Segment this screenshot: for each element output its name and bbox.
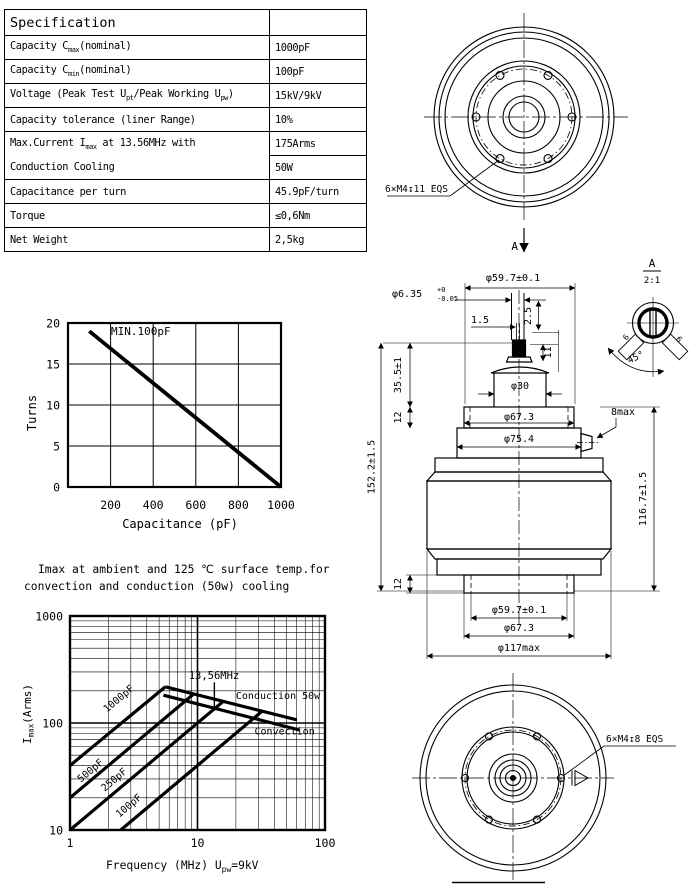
y-tick-label: 10	[49, 823, 63, 838]
spec-value: ≤0,6Nm	[270, 204, 367, 228]
spec-row	[5, 180, 367, 204]
spec-label: Max.Current $I_{max}$ at 13.56MHz with	[5, 132, 270, 156]
dim-shaft-tol-upper: +0	[437, 286, 446, 294]
dim-2-5: 2.5	[523, 306, 534, 326]
x-tick-label: 400	[142, 498, 164, 512]
shaft-knurl	[513, 340, 526, 357]
detail-a-inset	[608, 257, 688, 377]
dim-12-lower: 12	[393, 577, 404, 591]
y-tick-label: 1000	[35, 609, 63, 624]
dim-12-upper: 12	[393, 411, 404, 424]
dim-35-5: 35.5±1	[393, 356, 404, 394]
dim-top-diameter: φ59.7±0.1	[485, 273, 541, 284]
dim-phi59-lower: φ59.7±0.1	[491, 605, 547, 616]
spec-table	[4, 9, 367, 252]
detail-six-left: 6	[621, 332, 632, 343]
chart2-title-line1: Imax at ambient and 125 ℃ surface temp.for	[38, 563, 330, 576]
x-tick-label: 10	[190, 836, 205, 850]
spec-label: Capacitance per turn	[5, 180, 270, 204]
y-tick-label: 15	[46, 357, 60, 372]
series-turns-vs-capacitance	[89, 331, 281, 487]
curve-label: 1000pF	[101, 683, 137, 716]
spec-value: 10%	[270, 108, 367, 132]
side-view-dimensions	[377, 283, 660, 659]
bottom-view-body	[412, 673, 676, 883]
curve-label: 500pF	[75, 757, 106, 786]
spec-label: Conduction Cooling	[5, 156, 270, 180]
side-view-dimension-texts	[367, 273, 650, 654]
spec-value: 1000pF	[270, 36, 367, 60]
spec-value: 2,5kg	[270, 228, 367, 252]
chart1-y-axis-label: Turns	[25, 394, 39, 432]
chart2-title-line2: convection and conduction (50w) cooling	[24, 580, 290, 593]
spec-label: Capacity tolerance (liner Range)	[5, 108, 270, 132]
dome-top	[491, 367, 549, 373]
x-tick-label: 100	[314, 836, 336, 850]
series-500pF	[70, 694, 193, 798]
chart1-plot	[46, 317, 295, 513]
capacitor-body-outline	[427, 290, 611, 625]
x-tick-label: 1	[66, 836, 74, 850]
x-tick-label: 200	[100, 498, 121, 512]
dim-phi67-upper: φ67.3	[503, 412, 535, 423]
curve-label: 250pF	[99, 766, 130, 795]
bottom-thread-note: 6×M4↧8 EQS	[606, 734, 664, 745]
chart2-frequency-marker-label: 13,56MHz	[188, 670, 240, 682]
bottom-view-drawing	[380, 668, 700, 885]
thread-note-leader	[563, 746, 676, 776]
spec-value: 100pF	[270, 60, 367, 84]
dim-shaft-tol-lower: -0.05	[437, 295, 459, 303]
y-tick-label: 20	[46, 316, 60, 331]
spec-value: 45.9pF/turn	[270, 180, 367, 204]
side-view-drawing	[365, 248, 700, 672]
x-tick-label: 1000	[267, 498, 295, 512]
dim-phi67-lower: φ67.3	[503, 623, 535, 634]
detail-scale: 2:1	[643, 276, 661, 286]
detail-angle: 45°	[625, 349, 647, 367]
dim-shaft-diameter: φ6.35	[392, 289, 423, 300]
chart1-x-axis-label: Capacitance (pF)	[122, 517, 238, 531]
spec-row	[5, 60, 367, 84]
spec-row	[5, 204, 367, 228]
imax-frequency-chart	[5, 552, 360, 885]
dim-116-7: 116.7±1.5	[638, 471, 649, 527]
spec-row	[5, 84, 367, 108]
chart1-annotation: MIN.100pF	[111, 325, 171, 338]
chart2-y-axis-label: $I_{max}(Arms)$	[21, 684, 36, 744]
section-letter: A	[511, 240, 518, 253]
spec-row	[5, 36, 367, 60]
chart2-x-axis-label: Frequency (MHz) $U_{pw}=9kV$	[106, 859, 259, 874]
spec-table-body	[5, 10, 367, 252]
y-tick-label: 0	[53, 480, 60, 495]
dim-phi30: φ30	[510, 381, 530, 392]
top-thread-note: 6×M4↧11 EQS	[385, 184, 448, 195]
detail-label: A	[648, 257, 656, 270]
detail-six-right: 6	[673, 334, 684, 345]
spec-row	[5, 108, 367, 132]
dim-slot-width: 1.5	[471, 315, 490, 326]
x-tick-label: 600	[185, 498, 207, 512]
spec-row	[5, 228, 367, 252]
spec-value	[270, 10, 367, 36]
y-tick-label: 100	[42, 716, 63, 731]
curve-label: Convection	[254, 726, 315, 738]
dim-11: 11	[543, 346, 554, 359]
spec-table-grid	[4, 9, 367, 252]
spec-value: 15kV/9kV	[270, 84, 367, 108]
spec-row	[5, 156, 367, 180]
spec-header-row	[5, 10, 367, 36]
y-tick-label: 10	[46, 398, 60, 413]
spec-label: Capacity $C_{max}(nominal)$	[5, 36, 270, 60]
spec-value: 175Arms	[270, 132, 367, 156]
spec-label: Torque	[5, 204, 270, 228]
curve-label: 100pF	[114, 792, 145, 821]
dim-8max: 8max	[611, 407, 636, 418]
dim-phi75: φ75.4	[503, 434, 535, 445]
x-tick-label: 800	[228, 498, 249, 512]
spec-label: Specification	[5, 10, 270, 36]
y-tick-label: 5	[53, 439, 60, 454]
chart2-plot	[35, 610, 335, 851]
turns-capacitance-chart	[0, 300, 340, 550]
dim-152-2: 152.2±1.5	[366, 439, 378, 495]
spec-label: Capacity $C_{min}(nominal)$	[5, 60, 270, 84]
spec-value: 50W	[270, 156, 367, 180]
spec-row	[5, 132, 367, 156]
curve-label: Conduction 50w	[235, 690, 321, 702]
dim-phi117: φ117max	[497, 643, 541, 654]
spec-label: Net Weight	[5, 228, 270, 252]
top-view-drawing	[380, 0, 700, 262]
spec-label: Voltage (Peak Test $U_{pt}$/Peak Working $U_{pw}$)	[5, 84, 270, 108]
